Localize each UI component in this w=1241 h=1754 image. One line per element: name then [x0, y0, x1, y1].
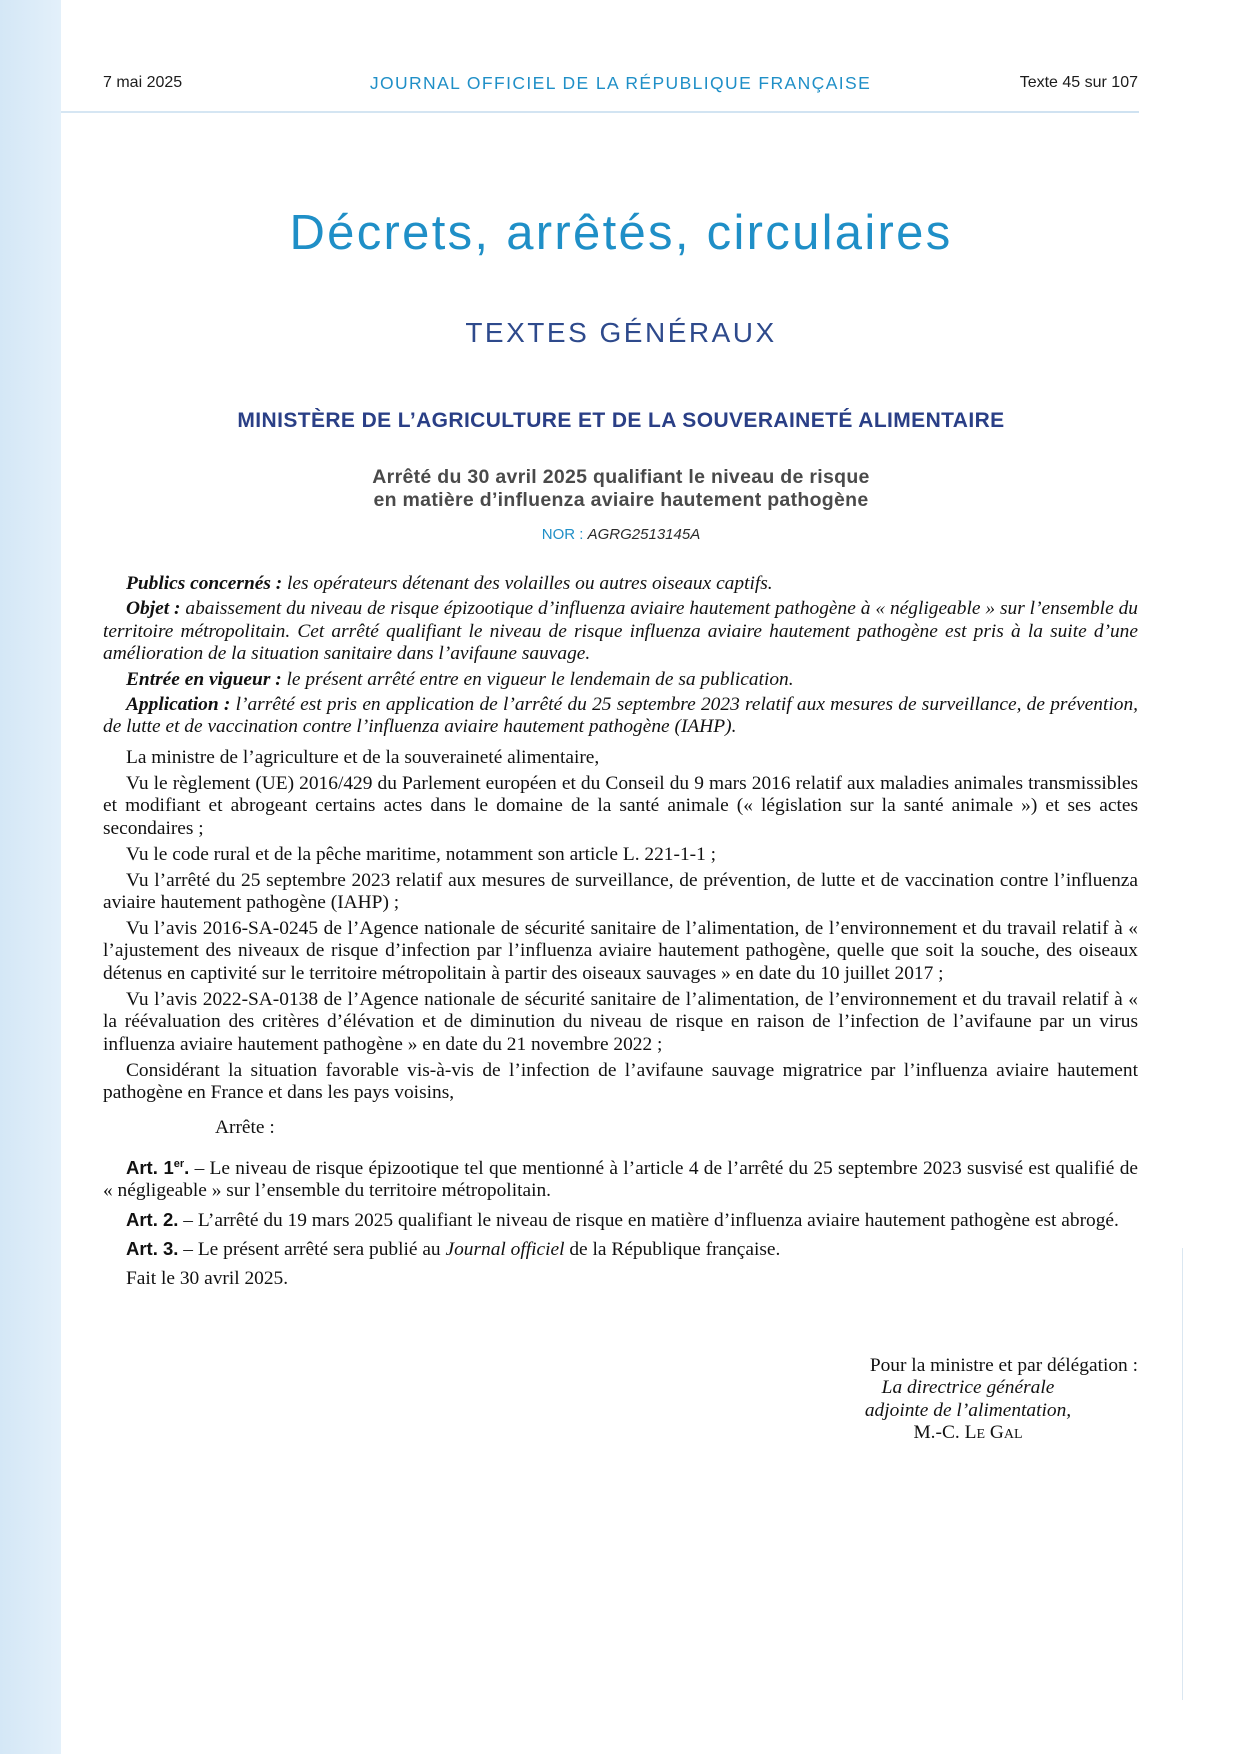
nor-value: AGRG2513145A: [587, 526, 701, 543]
summary-item: Objet : abaissement du niveau de risque épizootique d’influenza aviaire hautement pathogène à « négligeable » sur l’ensemble du territoire métropolitain. Cet arrêté qualifiant le niveau de risque influenza aviaire hautement pathogène est pris à la suite d’une amélioration de la situation sanitaire dans l’avifaune sauvage.: [103, 598, 1138, 665]
journal-title: JOURNAL OFFICIEL DE LA RÉPUBLIQUE FRANÇAISE: [369, 73, 872, 93]
signature-block: [738, 1355, 1138, 1445]
summary-block: [103, 573, 1138, 739]
visa-paragraph: Vu l’avis 2016-SA-0245 de l’Agence nationale de sécurité sanitaire de l’alimentation, de l’environnement et du travail relatif à « l’ajustement des niveaux de risque d’infection par l’influenza aviaire hautement pathogène, quelle que soit la souche, des oiseaux détenus en captivité sur le territoire métropolitain à partir des oiseaux sauvages » en date du 10 juillet 2017 ;: [103, 918, 1138, 984]
arrete-title: [61, 466, 1181, 512]
page-header: [103, 72, 1138, 104]
signature-delegation: Pour la ministre et par délégation :: [869, 1355, 1138, 1376]
summary-item: Publics concernés : les opérateurs détenant des volailles ou autres oiseaux captifs.: [126, 573, 773, 594]
summary-item: Entrée en vigueur : le présent arrêté entre en vigueur le lendemain de sa publication.: [126, 668, 794, 690]
subsection-title: TEXTES GÉNÉRAUX: [465, 317, 777, 348]
document-body: [103, 573, 1138, 1296]
nor-reference: [61, 526, 1181, 543]
summary-item: Application : l’arrêté est pris en application de l’arrêté du 25 septembre 2023 relatif aux mesures de surveillance, de prévention, de lutte et de vaccination contre l’influenza aviaire hautement pathogène (IAHP).: [103, 694, 1138, 738]
arrete-title-line-2: en matière d’influenza aviaire hautement pathogène: [373, 489, 869, 511]
visa-paragraph: La ministre de l’agriculture et de la souveraineté alimentaire,: [126, 746, 600, 768]
arrete-word: Arrête :: [215, 1116, 275, 1138]
nor-label: NOR :: [541, 526, 584, 543]
articles-block: [103, 1153, 1138, 1290]
right-margin-rule: [1182, 1248, 1183, 1700]
visas-block: [103, 747, 1138, 1105]
section-title: Décrets, arrêtés, circulaires: [289, 206, 953, 260]
visa-paragraph: Vu le règlement (UE) 2016/429 du Parlement européen et du Conseil du 9 mars 2016 relatif aux maladies animales transmissibles et modifiant et abrogeant certains actes dans le domaine de la santé animale (« législation sur la santé animale ») et ses actes secondaires ;: [103, 772, 1138, 839]
signature-title-2: adjointe de l’alimentation,: [864, 1399, 1072, 1421]
visa-paragraph: Vu le code rural et de la pêche maritime, notamment son article L. 221-1-1 ;: [126, 843, 717, 865]
left-margin-band: [0, 0, 61, 1754]
visa-paragraph: Vu l’avis 2022-SA-0138 de l’Agence nationale de sécurité sanitaire de l’alimentation, de l’environnement et du travail relatif à « la réévaluation des critères d’élévation et de diminution du niveau de risque en raison de l’infection de l’avifaune par un virus influenza aviaire hautement pathogène » en date du 21 novembre 2022 ;: [103, 988, 1138, 1055]
header-divider: [61, 111, 1139, 113]
article-3: Art. 3. – Le présent arrêté sera publié au Journal officiel de la République française.: [126, 1238, 781, 1261]
ministry-title: MINISTÈRE DE L’AGRICULTURE ET DE LA SOUVERAINETÉ ALIMENTAIRE: [237, 409, 1005, 432]
article-1: Art. 1er. – Le niveau de risque épizootique tel que mentionné à l’article 4 de l’arrêté du 25 septembre 2023 susvisé est qualifié de « négligeable » sur l’ensemble du territoire métropolitain.: [103, 1157, 1138, 1202]
article-2: Art. 2. – L’arrêté du 19 mars 2025 qualifiant le niveau de risque en matière d’influenza aviaire hautement pathogène est abrogé.: [126, 1208, 1119, 1231]
arrete-title-line-1: Arrêté du 30 avril 2025 qualifiant le niveau de risque: [372, 466, 870, 488]
done-at: Fait le 30 avril 2025.: [126, 1267, 289, 1289]
signatory-name: M.-C. Le Gal: [913, 1422, 1023, 1444]
visa-paragraph: Considérant la situation favorable vis-à-vis de l’infection de l’avifaune sauvage migratrice par l’influenza aviaire hautement pathogène en France et dans les pays voisins,: [103, 1059, 1138, 1104]
publication-date: 7 mai 2025: [103, 74, 183, 91]
text-number: Texte 45 sur 107: [1019, 74, 1138, 91]
signature-title-1: La directrice générale: [881, 1377, 1055, 1399]
visa-paragraph: Vu l’arrêté du 25 septembre 2023 relatif aux mesures de surveillance, de prévention, de lutte et de vaccination contre l’influenza aviaire hautement pathogène (IAHP) ;: [103, 869, 1138, 914]
